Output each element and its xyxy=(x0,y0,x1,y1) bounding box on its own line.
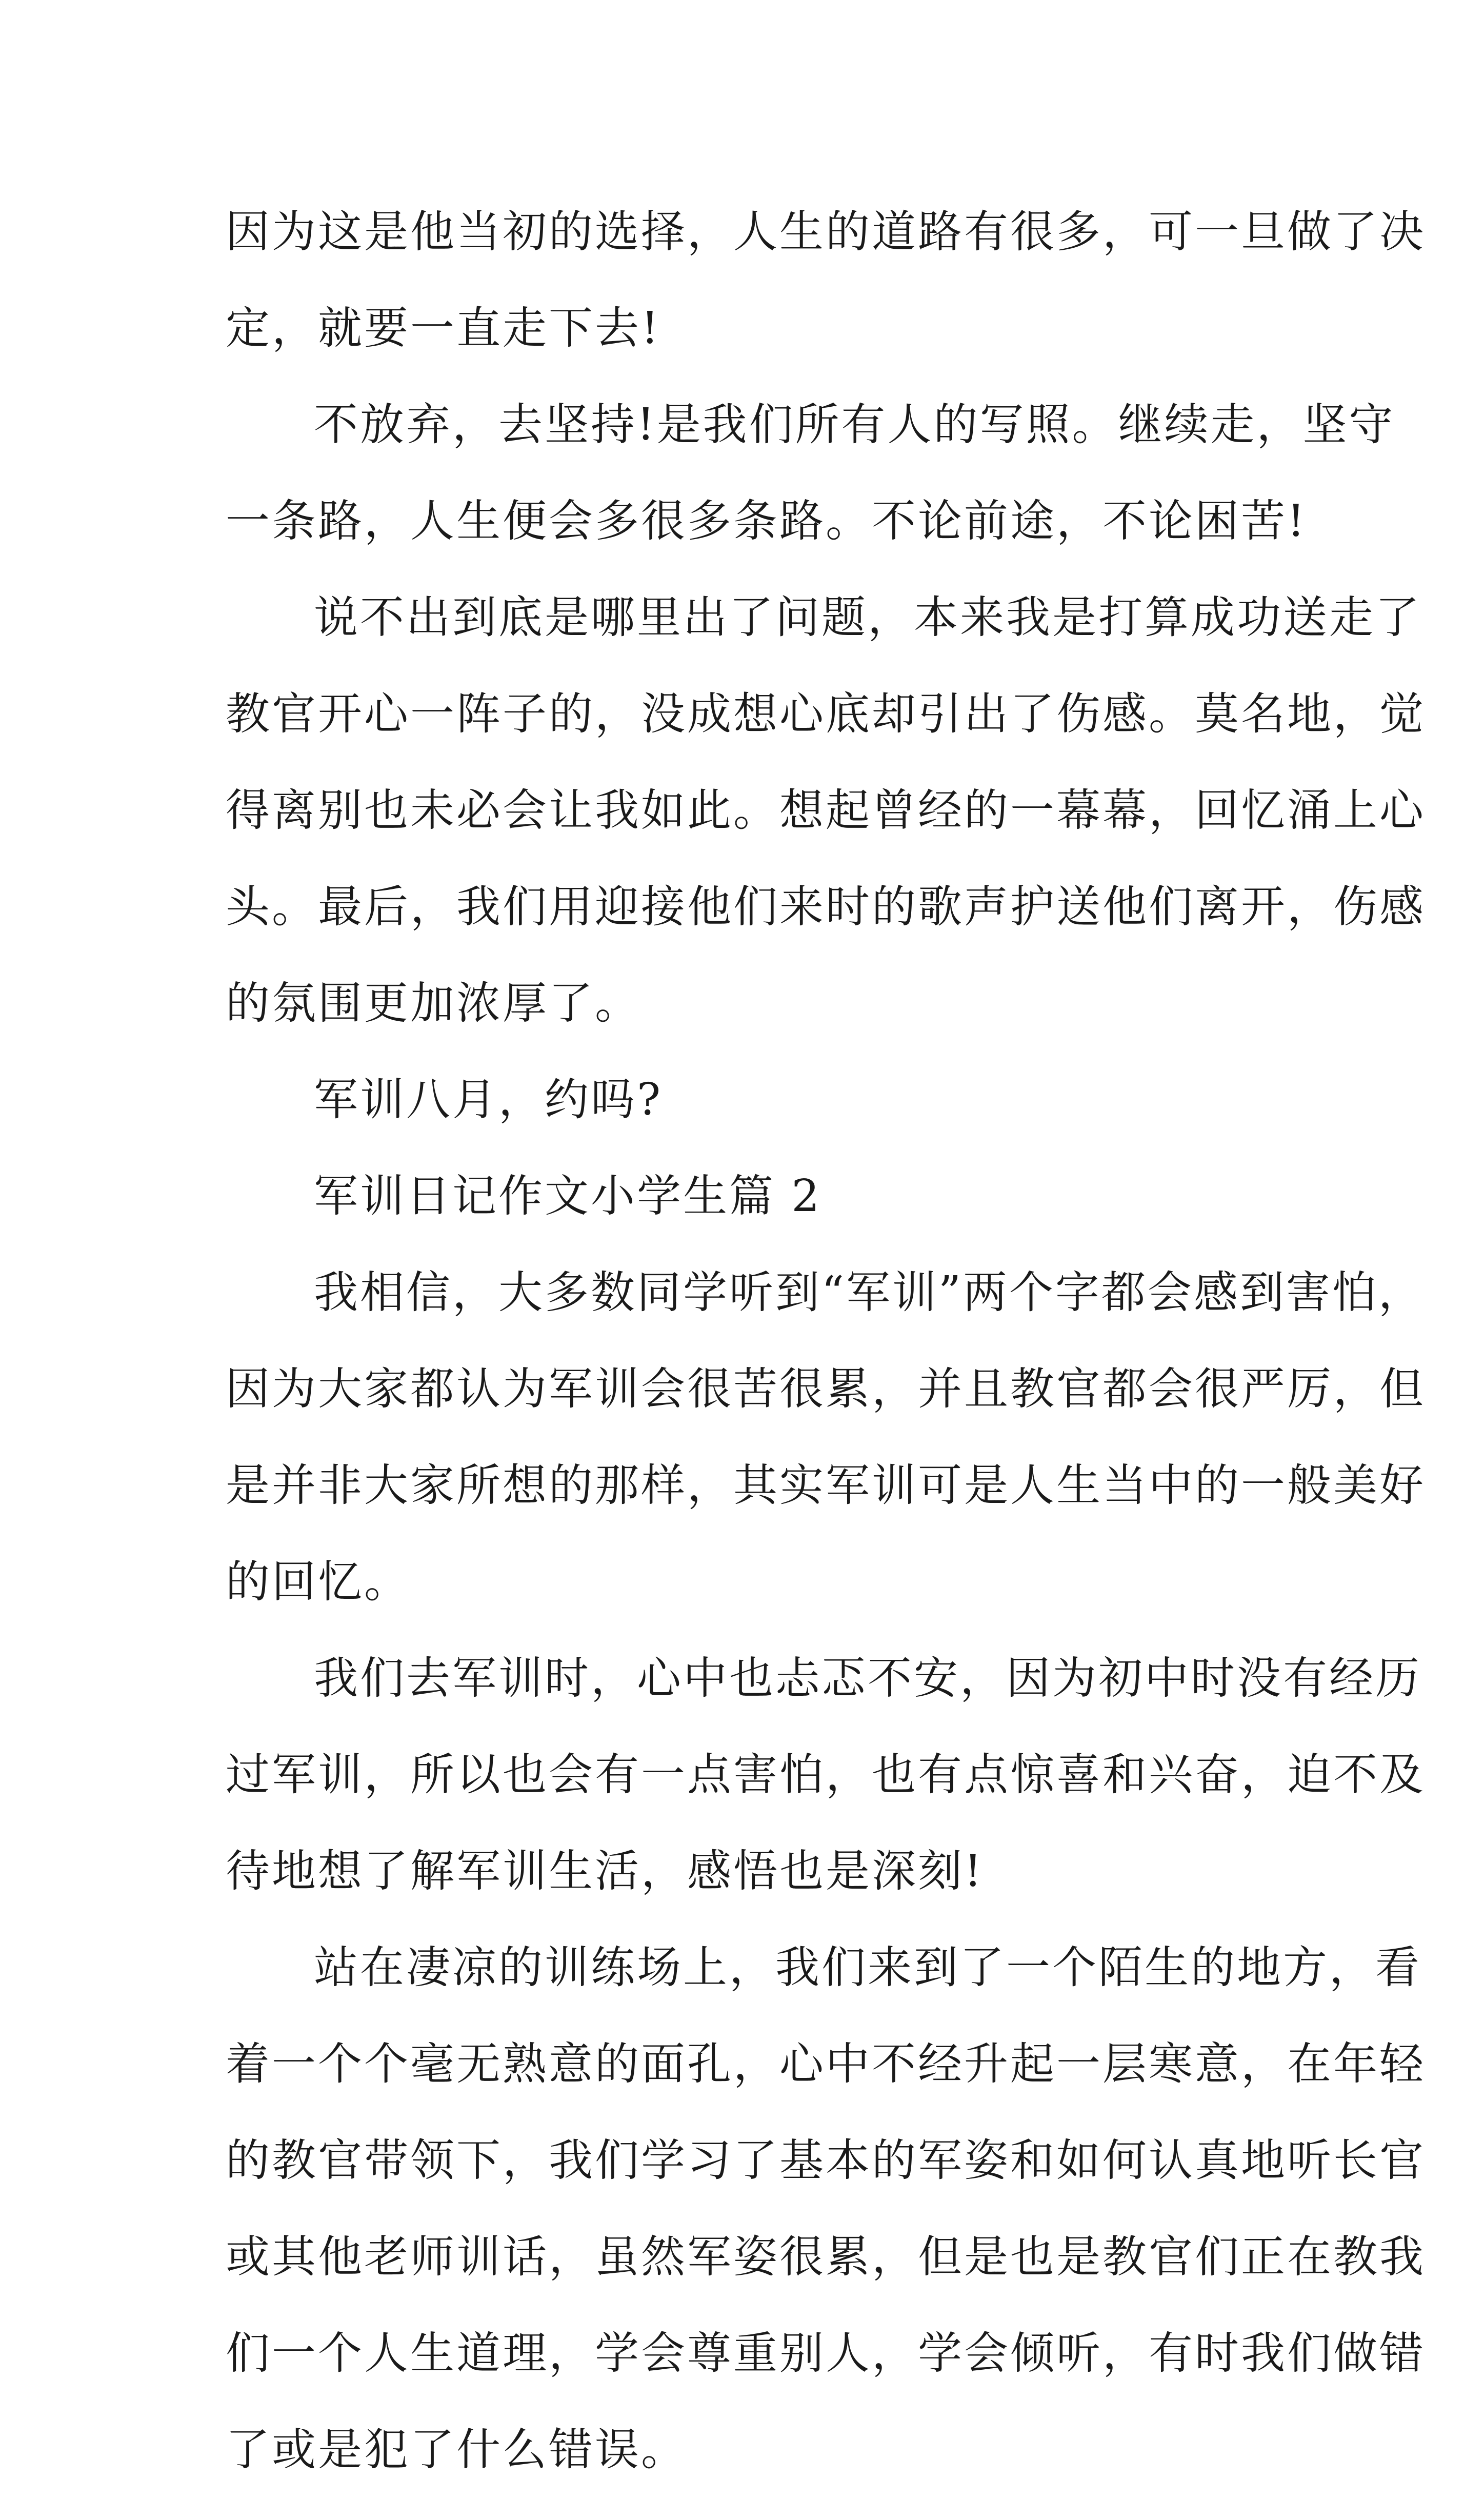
text-line: 的氛围更加浓厚了。 xyxy=(226,978,641,1029)
text-line: 过军训，所以也会有一点害怕，也有点惊喜和兴奋，迫不及 xyxy=(226,1749,1426,1800)
paragraph-5 xyxy=(226,1244,1426,1630)
text-line: 定，就要一直走下去! xyxy=(226,303,661,354)
text-line: 我相信，大多数同学听到“军训”两个字都会感到害怕， xyxy=(314,1267,1425,1318)
section-title: 军训日记作文小学生篇 2 xyxy=(314,1171,822,1222)
text-line: 不放弃，去坚持!是我们所有人的写照。继续走，坚守 xyxy=(314,399,1395,450)
section-heading xyxy=(226,1148,1267,1244)
text-line: 得离别也未必会让我如此。想起曾经的一幕幕，回忆涌上心 xyxy=(226,785,1426,836)
text-line: 了或是犯了什么错误。 xyxy=(226,2424,687,2475)
text-line: 的教官带领下，我们学习了基本的军姿和如何认真地听长官 xyxy=(226,2135,1426,2186)
text-line: 我们去军训时，心中也忐忑不安，因为初中时没有经历 xyxy=(314,1653,1421,1704)
text-line: 头。最后，我们用迎接他们来时的歌声护送他们离开，伤感 xyxy=(226,881,1426,933)
text-line: 一条路，人生便会多很多条路。不论前途，不论困苦! xyxy=(226,495,1307,547)
paragraph-2 xyxy=(226,376,1395,569)
text-line: 因为大家都认为军训会很苦很累，并且教官都会很严厉，但 xyxy=(226,1363,1426,1415)
text-line: 的回忆。 xyxy=(226,1556,410,1608)
document-body xyxy=(226,184,1426,2498)
text-line: 着一个个毫无熟意的面孔，心中不经升起一层寒意，在年轻 xyxy=(226,2038,1426,2090)
text-line: 或其他老师训话，虽然军姿很累，但是也是教官们正在教我 xyxy=(226,2231,1426,2283)
text-line: 教官开心一阵子的，没成想心底却引出了伤感。莫名地，觉 xyxy=(226,688,1426,740)
text-line: 站在凄凉的训练场上，我们来到了一个陌生的地方，看 xyxy=(314,1942,1421,1993)
text-line: 是并非大家所想的那样，其实军训可是人生当中的一般美好 xyxy=(226,1460,1426,1511)
text-line: 待地想了解军训生活，感悟也是深刻! xyxy=(226,1846,984,1897)
paragraph-3 xyxy=(226,569,1426,1052)
text-line: 因为这是他当初的选择，人生的道路有很多，可一旦做了决 xyxy=(226,206,1426,257)
text-line: 们一个人生道理，学会尊重别人，学会倾听，有时我们做错 xyxy=(226,2328,1426,2379)
paragraph-1 xyxy=(226,184,1426,376)
text-line: 说不出到底是哪里出了问题，本来我是打算成功送走了 xyxy=(314,592,1421,643)
paragraph-7 xyxy=(226,1919,1426,2498)
paragraph-6 xyxy=(226,1630,1426,1919)
text-line: 军训八月，约吗? xyxy=(314,1074,663,1125)
paragraph-4 xyxy=(226,1052,1267,1148)
